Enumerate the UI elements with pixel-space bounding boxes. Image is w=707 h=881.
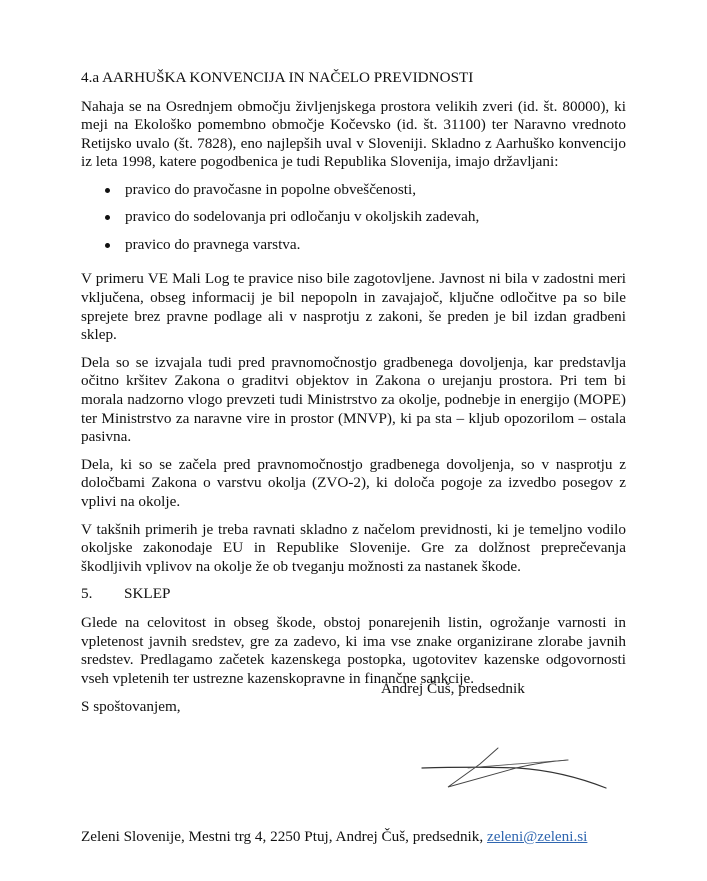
signature-stroke bbox=[422, 767, 606, 788]
intro-paragraph: Nahaja se na Osrednjem območju življenjskega prostora velikih zveri (id. št. 80000), ki meji na Ekološko pomembno območje Kočevsko (id. št. 31100) ter Naravno vrednoto Retijsko uvalo (št. 7828), eno najlepših uval v Sloveniji. Skladno z Aarhuško konvencijo iz leta 1998, katere pogodbenica je tudi Republika Slovenija, imajo državljani: bbox=[81, 97, 626, 171]
list-item-text: pravico do sodelovanja pri odločanju v okoljskih zadevah, bbox=[125, 208, 480, 226]
list-item bbox=[81, 236, 626, 264]
list-item bbox=[81, 181, 626, 209]
conclusion-paragraph: Glede na celovitost in obseg škode, obstoj ponarejenih listin, ogrožanje varnosti in vpletenost javnih sredstev, gre za zadevo, ki ima vse znake organizirane zlorabe javnih sredstev. Predlagamo začetek kazenskega postopka, ugotovitev kazenske odgovornosti vseh vpletenih ter ustrezne kazenskopravne in finančne sankcije. bbox=[81, 613, 626, 687]
list-item bbox=[81, 208, 626, 236]
bullet-icon bbox=[105, 215, 110, 220]
signer-name: Andrej Čuš, predsednik bbox=[381, 680, 525, 697]
section-title: SKLEP bbox=[124, 585, 171, 603]
section-heading-4a: 4.a AARHUŠKA KONVENCIJA IN NAČELO PREVIDNOSTI bbox=[81, 69, 474, 86]
footer-address: Zeleni Slovenije, Mestni trg 4, 2250 Ptuj, Andrej Čuš, predsednik, bbox=[81, 828, 487, 845]
footer-email-link[interactable]: zeleni@zeleni.si bbox=[486, 828, 588, 845]
rights-list bbox=[81, 181, 626, 264]
bullet-icon bbox=[105, 188, 110, 193]
section-heading-5 bbox=[81, 585, 626, 604]
list-item-text: pravico do pravočasne in popolne obveščenosti, bbox=[125, 180, 417, 198]
list-item-text: pravico do pravnega varstva. bbox=[125, 235, 301, 253]
closing-salutation: S spoštovanjem, bbox=[81, 698, 181, 716]
bullet-icon bbox=[105, 243, 110, 248]
document-body bbox=[81, 69, 626, 717]
section-number: 5. bbox=[81, 585, 93, 603]
paragraph-works-before-permit: Dela so se izvajala tudi pred pravnomočnostjo gradbenega dovoljenja, kar predstavlja očitno kršitev Zakona o graditvi objektov in Zakona o urejanju prostora. Pri tem bi morala nadzorno vlogo prevzeti tudi Ministrstvo za okolje, podnebje in energijo (MOPE) ter Ministrstvo za naravne vire in prostor (MNVP), ki pa sta – kljub opozorilom – ostala pasivna. bbox=[81, 353, 626, 446]
footer bbox=[81, 828, 587, 847]
signature-image bbox=[418, 742, 610, 796]
paragraph-precaution: V takšnih primerih je treba ravnati skladno z načelom previdnosti, ki je temeljno vodilo okoljske zakonodaje EU in Republike Slovenije. Gre za dolžnost preprečevanja škodljivih vplivov na okolje že ob tveganju možnosti za nastanek škode. bbox=[81, 520, 626, 575]
paragraph-zvo2: Dela, ki so se začela pred pravnomočnostjo gradbenega dovoljenja, so v nasprotju z določbami Zakona o varstvu okolja (ZVO-2), ki določa pogoje za izvedbo posegov z vplivi na okolje. bbox=[81, 455, 626, 510]
paragraph-ve-mali-log: V primeru VE Mali Log te pravice niso bile zagotovljene. Javnost ni bila v zadostni meri vključena, obseg informacij je bil nepopoln in zavajajoč, ključne odločitve pa so bile sprejete brez pravne podlage ali v nasprotju z zakoni, še preden je bil izdan gradbeni sklep. bbox=[81, 270, 626, 344]
